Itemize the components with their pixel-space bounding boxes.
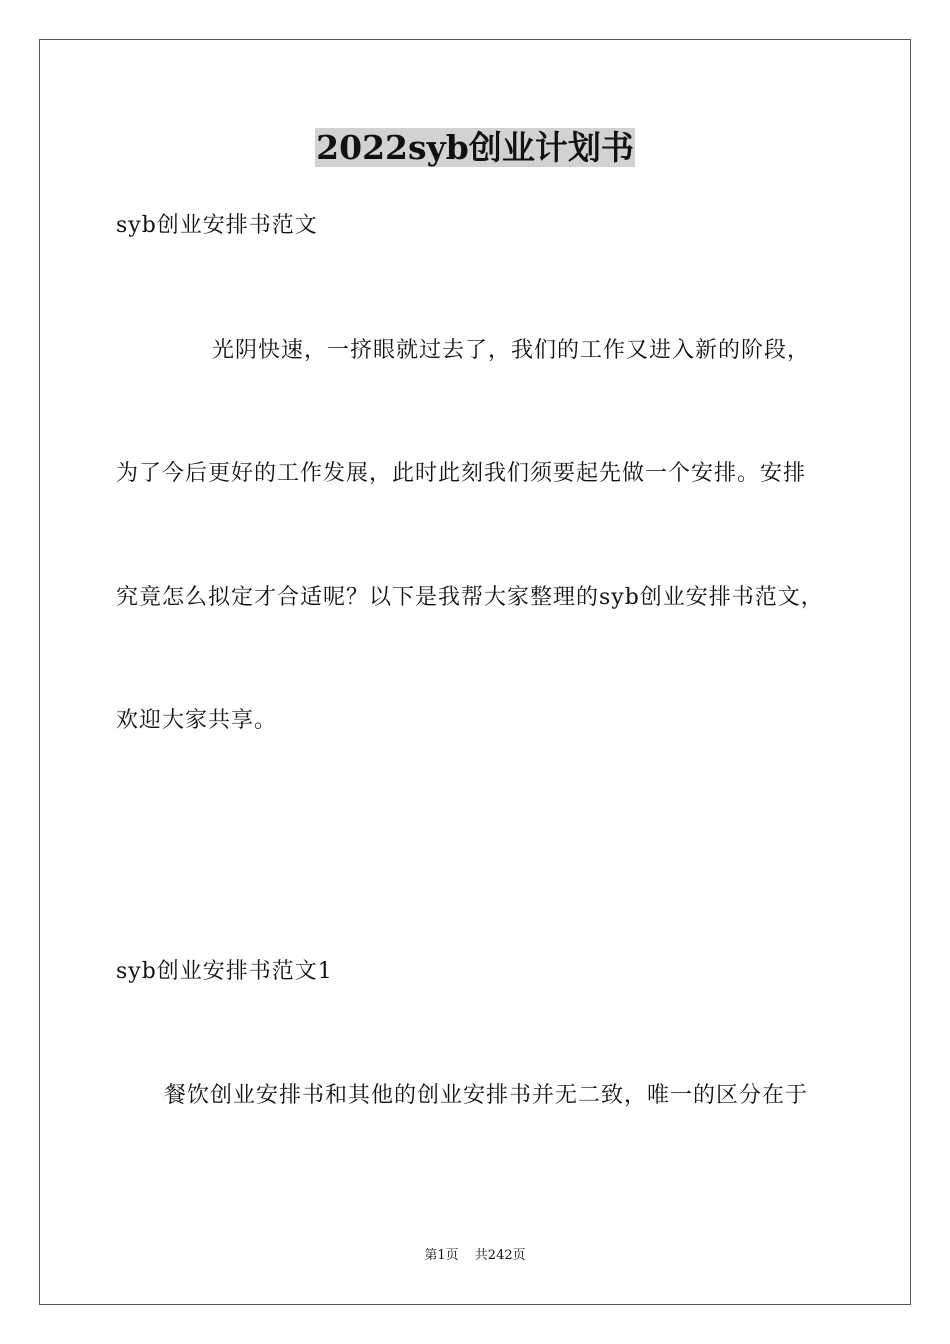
document-title-text: 2022syb创业计划书 — [316, 128, 634, 167]
page-footer — [0, 1247, 950, 1265]
page-number: 第1页 — [424, 1248, 459, 1263]
paragraph-line: 餐饮创业安排书和其他的创业安排书并无二致，唯一的区分在于 — [164, 1083, 809, 1108]
paragraph-line: 究竟怎么拟定才合适呢？以下是我帮大家整理的syb创业安排书范文， — [116, 585, 824, 610]
document-subtitle: syb创业安排书范文 — [116, 213, 318, 238]
paragraph-line: 光阴快速，一挤眼就过去了，我们的工作又进入新的阶段， — [212, 338, 811, 363]
paragraph-line: 为了今后更好的工作发展，此时此刻我们须要起先做一个安排。安排 — [116, 461, 807, 486]
page-total: 共242页 — [474, 1248, 526, 1263]
paragraph-line: 欢迎大家共享。 — [116, 708, 278, 733]
document-title — [0, 124, 950, 172]
section-heading: syb创业安排书范文1 — [116, 959, 333, 984]
